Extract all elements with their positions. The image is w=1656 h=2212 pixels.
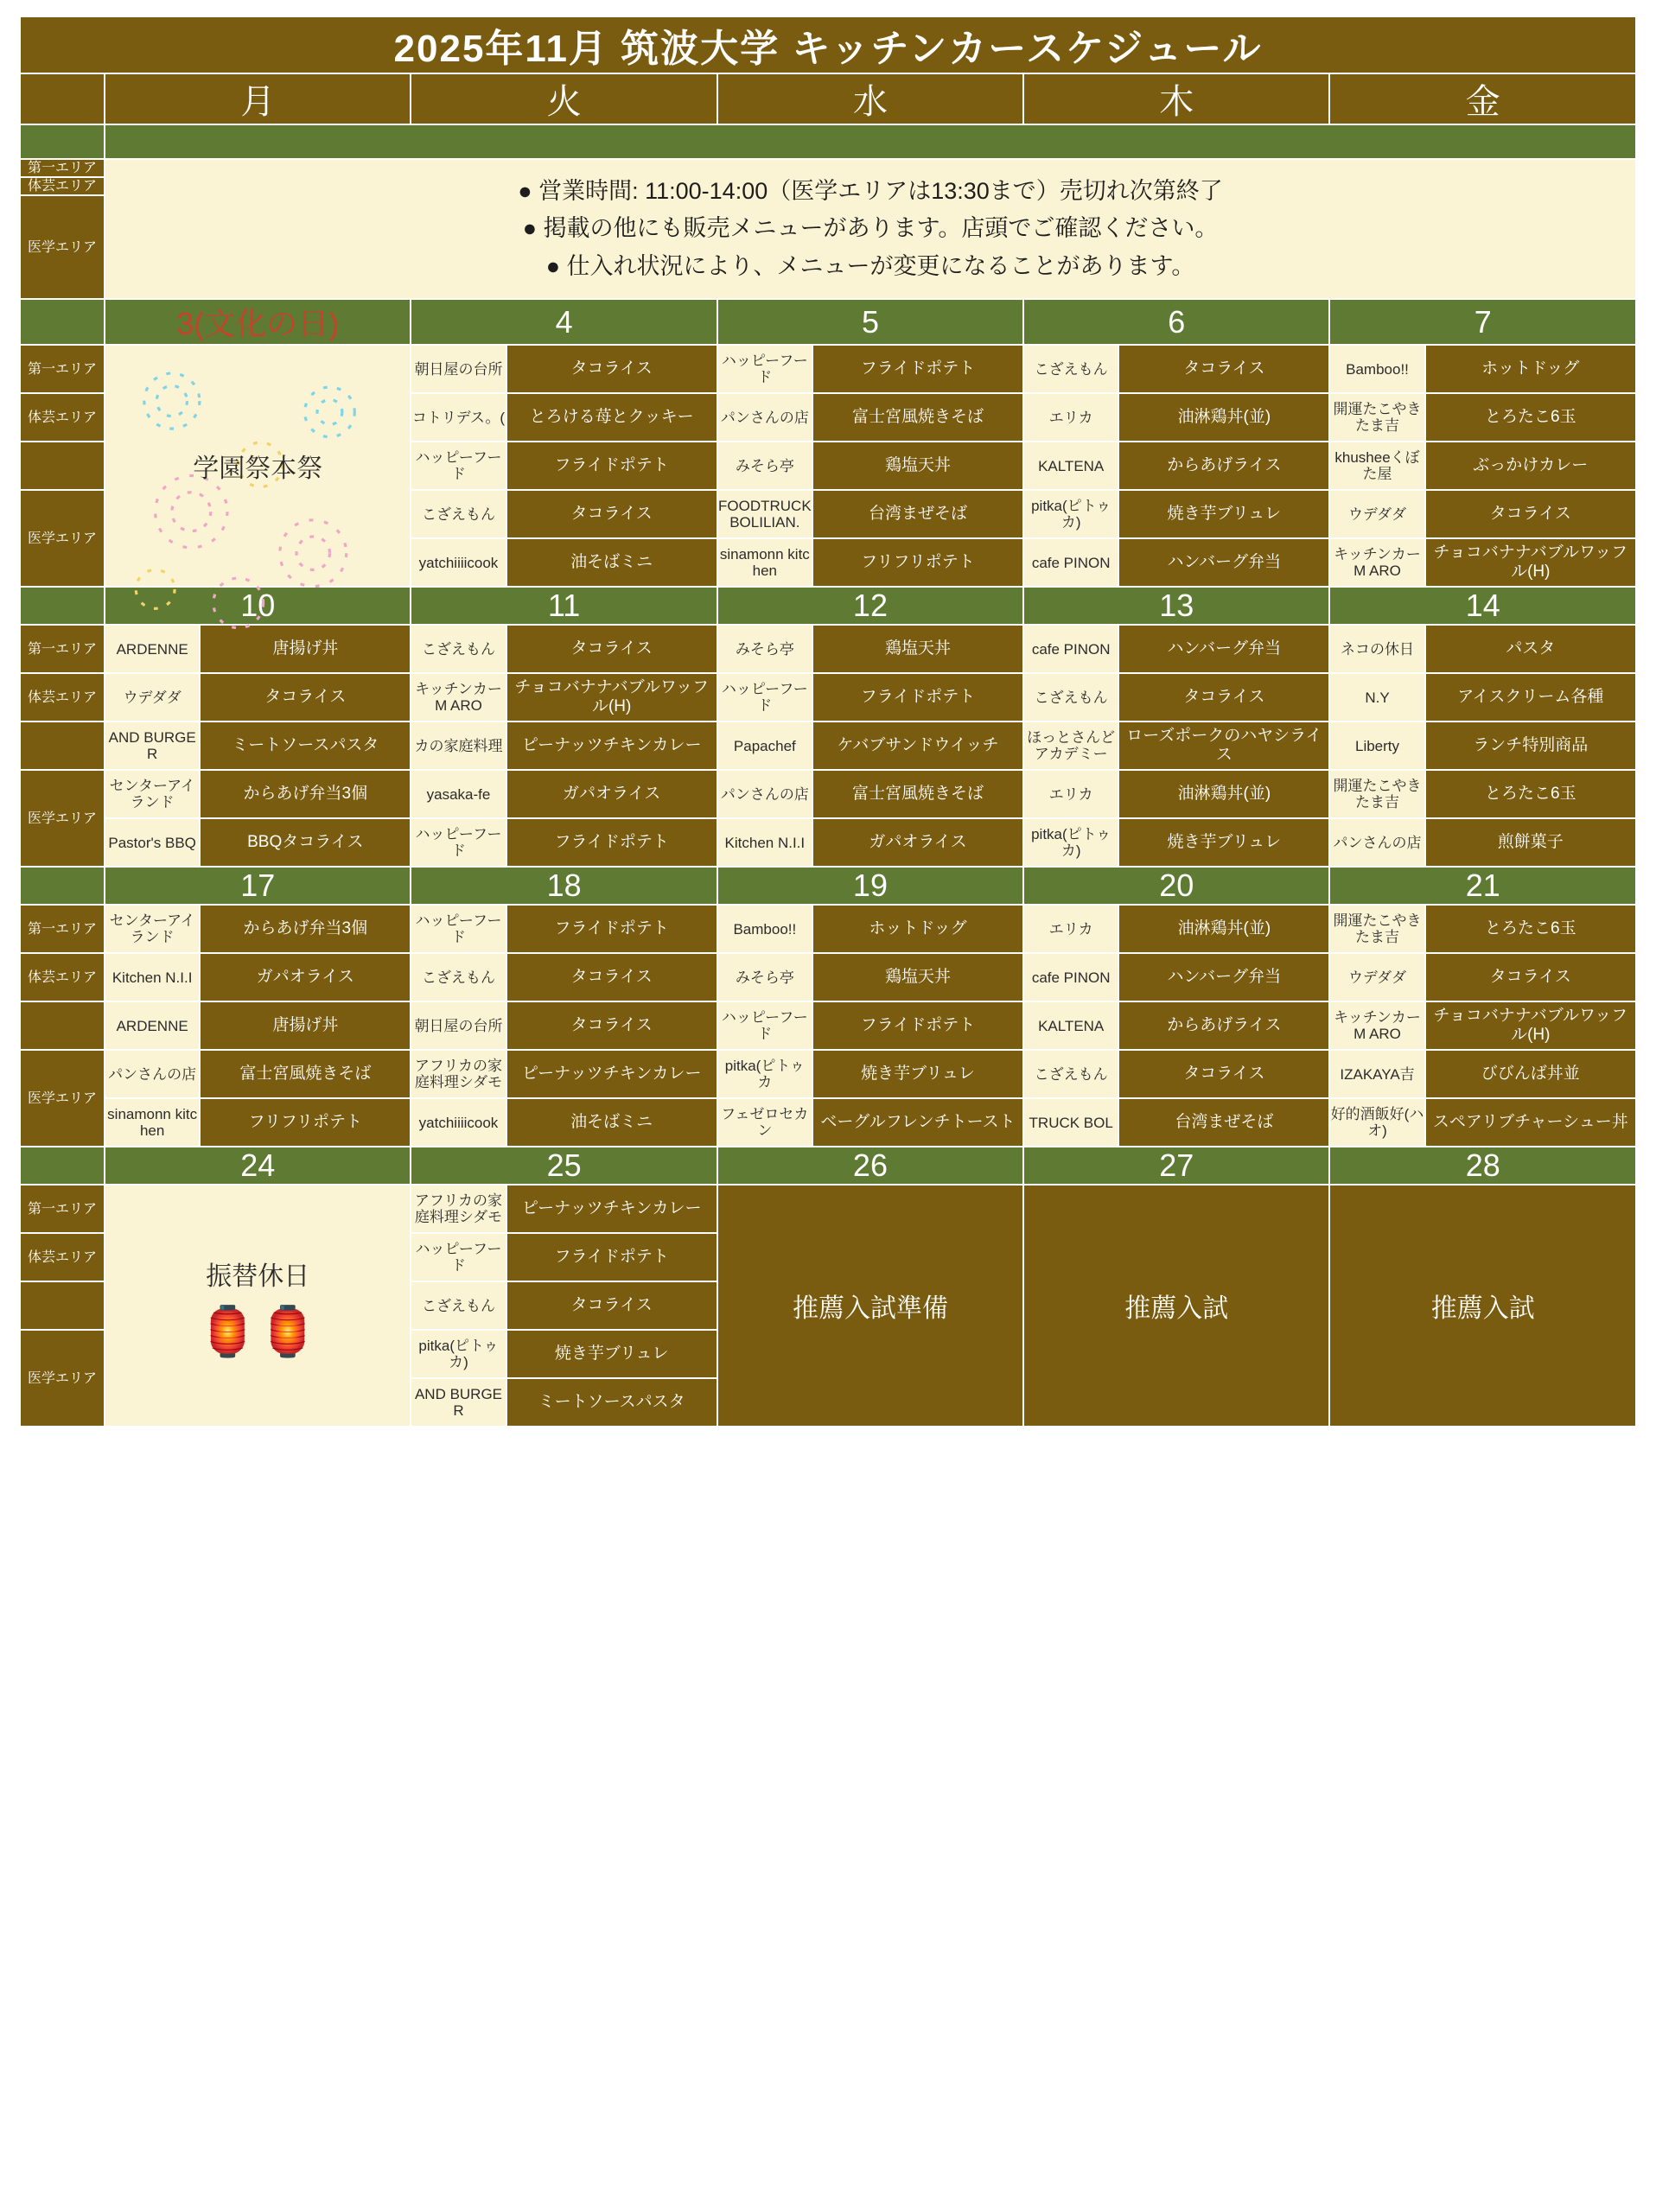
menu-cell: スペアリブチャーシュー丼: [1425, 1098, 1636, 1147]
shop-cell: pitka(ピトゥカ): [1023, 818, 1118, 867]
shop-cell: エリカ: [1023, 770, 1118, 818]
shop-cell: TRUCK BOL: [1023, 1098, 1118, 1147]
menu-cell: チョコバナナバブルワッフル(H): [1425, 538, 1636, 587]
menu-cell: 焼き芋ブリュレ: [1118, 490, 1329, 538]
menu-cell: ベーグルフレンチトースト: [812, 1098, 1023, 1147]
weekday-row: [20, 73, 1636, 124]
menu-cell: 煎餅菓子: [1425, 818, 1636, 867]
shop-cell: キッチンカー M ARO: [1329, 1001, 1424, 1050]
shop-cell: 朝日屋の台所: [411, 345, 506, 393]
shop-cell: Bamboo!!: [717, 905, 812, 953]
area-label-3: 医学エリア: [20, 490, 105, 587]
shop-cell: エリカ: [1023, 905, 1118, 953]
festival-label: 学園祭本祭: [193, 454, 323, 484]
date-24: 24: [105, 1147, 411, 1185]
week-4-date-row: [20, 1147, 1636, 1185]
week-3-row-5: [20, 1098, 1636, 1147]
shop-cell: フェゼロセカン: [717, 1098, 812, 1147]
menu-cell: フライドポテト: [506, 818, 717, 867]
menu-cell: 富士宮風焼きそば: [812, 393, 1023, 442]
shop-cell: ほっとさんどアカデミー: [1023, 721, 1118, 770]
area-label-1: 第一エリア: [20, 159, 105, 177]
menu-cell: タコライス: [1425, 953, 1636, 1001]
schedule-table: [19, 16, 1637, 1427]
shop-cell: パンさんの店: [1329, 818, 1424, 867]
menu-cell: タコライス: [506, 345, 717, 393]
shop-cell: AND BURGER: [105, 721, 200, 770]
area-label-3: 医学エリア: [20, 195, 105, 299]
menu-cell: 台湾まぜそば: [1118, 1098, 1329, 1147]
date-25: 25: [411, 1147, 717, 1185]
shop-cell: cafe PINON: [1023, 538, 1118, 587]
shop-cell: こざえもん: [411, 625, 506, 673]
date-12: 12: [717, 587, 1023, 625]
shop-cell: カの家庭料理: [411, 721, 506, 770]
shop-cell: こざえもん: [411, 1281, 506, 1330]
date-5: 5: [717, 299, 1023, 345]
shop-cell: ハッピーフード: [411, 818, 506, 867]
menu-cell: フライドポテト: [812, 345, 1023, 393]
menu-cell: 鶏塩天丼: [812, 442, 1023, 490]
date-14: 14: [1329, 587, 1636, 625]
shop-cell: 開運たこやきたま吉: [1329, 905, 1424, 953]
date-18: 18: [411, 867, 717, 905]
shop-cell: sinamonn kitchen: [105, 1098, 200, 1147]
shop-cell: pitka(ピトゥカ: [717, 1050, 812, 1098]
week-4-row-1: [20, 1185, 1636, 1233]
menu-cell: ガパオライス: [200, 953, 411, 1001]
week-1-row-1: [20, 345, 1636, 393]
shop-cell: ウデダダ: [1329, 953, 1424, 1001]
menu-cell: タコライス: [1118, 345, 1329, 393]
week-3-row-2: [20, 953, 1636, 1001]
shop-cell: こざえもん: [1023, 1050, 1118, 1098]
green-band-1: [20, 124, 1636, 159]
exam-cell-1: 推薦入試: [1023, 1185, 1329, 1427]
shop-cell: パンさんの店: [717, 770, 812, 818]
area-label-2: 体芸エリア: [20, 673, 105, 721]
menu-cell: アイスクリーム各種: [1425, 673, 1636, 721]
menu-cell: 唐揚げ丼: [200, 625, 411, 673]
menu-cell: タコライス: [506, 1281, 717, 1330]
notice-line-2: ● 掲載の他にも販売メニューがあります。店頭でご確認ください。: [522, 215, 1219, 242]
shop-cell: エリカ: [1023, 393, 1118, 442]
menu-cell: 鶏塩天丼: [812, 625, 1023, 673]
festival-cell: [105, 345, 411, 587]
date-3: 3(文化の日): [105, 299, 411, 345]
area-label-1: 第一エリア: [20, 625, 105, 673]
substitute-holiday-label: 振替休日: [206, 1262, 310, 1291]
menu-cell: 焼き芋ブリュレ: [1118, 818, 1329, 867]
weekday-mon: 月: [105, 73, 411, 124]
date-11: 11: [411, 587, 717, 625]
menu-cell: ハンバーグ弁当: [1118, 953, 1329, 1001]
week-2-date-row: [20, 587, 1636, 625]
shop-cell: アフリカの家庭料理シダモ: [411, 1050, 506, 1098]
weekday-thu: 木: [1023, 73, 1329, 124]
menu-cell: ピーナッツチキンカレー: [506, 1185, 717, 1233]
area-spacer: [20, 1281, 105, 1330]
shop-cell: FOODTRUCK BOLILIAN.: [717, 490, 812, 538]
shop-cell: Papachef: [717, 721, 812, 770]
menu-cell: からあげ弁当3個: [200, 770, 411, 818]
shop-cell: Bamboo!!: [1329, 345, 1424, 393]
notice-line-1: ● 営業時間: 11:00-14:00（医学エリアは13:30まで）売切れ次第終了: [518, 177, 1223, 204]
shop-cell: Kitchen N.I.I: [105, 953, 200, 1001]
shop-cell: ARDENNE: [105, 1001, 200, 1050]
shop-cell: yatchiiiicook: [411, 1098, 506, 1147]
menu-cell: フリフリポテト: [812, 538, 1023, 587]
menu-cell: ガパオライス: [506, 770, 717, 818]
menu-cell: 油そばミニ: [506, 1098, 717, 1147]
date-21: 21: [1329, 867, 1636, 905]
shop-cell: ARDENNE: [105, 625, 200, 673]
date-27: 27: [1023, 1147, 1329, 1185]
menu-cell: タコライス: [506, 625, 717, 673]
menu-cell: ケバブサンドウイッチ: [812, 721, 1023, 770]
shop-cell: AND BURGER: [411, 1378, 506, 1427]
menu-cell: ハンバーグ弁当: [1118, 538, 1329, 587]
week-2-row-5: [20, 818, 1636, 867]
menu-cell: ピーナッツチキンカレー: [506, 1050, 717, 1098]
menu-cell: ハンバーグ弁当: [1118, 625, 1329, 673]
area-spacer: [20, 721, 105, 770]
area-spacer: [20, 442, 105, 490]
menu-cell: 台湾まぜそば: [812, 490, 1023, 538]
shop-cell: IZAKAYA吉: [1329, 1050, 1424, 1098]
green-band-area: [20, 124, 105, 159]
menu-cell: タコライス: [1118, 1050, 1329, 1098]
date-17: 17: [105, 867, 411, 905]
area-label-3: 医学エリア: [20, 1330, 105, 1427]
weekday-tue: 火: [411, 73, 717, 124]
shop-cell: sinamonn kitchen: [717, 538, 812, 587]
shop-cell: KALTENA: [1023, 1001, 1118, 1050]
area-spacer: [20, 1001, 105, 1050]
menu-cell: タコライス: [506, 953, 717, 1001]
week-4-date-area: [20, 1147, 105, 1185]
shop-cell: ウデダダ: [1329, 490, 1424, 538]
shop-cell: ウデダダ: [105, 673, 200, 721]
notice-block: [105, 159, 1636, 299]
menu-cell: からあげ弁当3個: [200, 905, 411, 953]
menu-cell: タコライス: [506, 1001, 717, 1050]
menu-cell: タコライス: [1425, 490, 1636, 538]
menu-cell: からあげライス: [1118, 1001, 1329, 1050]
shop-cell: こざえもん: [411, 953, 506, 1001]
week-3-row-4: [20, 1050, 1636, 1098]
shop-cell: N.Y: [1329, 673, 1424, 721]
shop-cell: センターアイランド: [105, 770, 200, 818]
menu-cell: フライドポテト: [812, 673, 1023, 721]
menu-cell: 唐揚げ丼: [200, 1001, 411, 1050]
shop-cell: パンさんの店: [717, 393, 812, 442]
shop-cell: 開運たこやきたま吉: [1329, 770, 1424, 818]
menu-cell: パスタ: [1425, 625, 1636, 673]
menu-cell: BBQタコライス: [200, 818, 411, 867]
date-28: 28: [1329, 1147, 1636, 1185]
shop-cell: 好的酒飯好(ハオ): [1329, 1098, 1424, 1147]
shop-cell: パンさんの店: [105, 1050, 200, 1098]
menu-cell: フライドポテト: [506, 905, 717, 953]
corner-cell: [20, 73, 105, 124]
shop-cell: こざえもん: [411, 490, 506, 538]
menu-cell: 鶏塩天丼: [812, 953, 1023, 1001]
shop-cell: アフリカの家庭料理シダモ: [411, 1185, 506, 1233]
shop-cell: ハッピーフード: [411, 1233, 506, 1281]
menu-cell: ピーナッツチキンカレー: [506, 721, 717, 770]
menu-cell: とろたこ6玉: [1425, 770, 1636, 818]
menu-cell: タコライス: [506, 490, 717, 538]
menu-cell: からあげライス: [1118, 442, 1329, 490]
notice-row-1: [20, 159, 1636, 177]
shop-cell: yasaka-fe: [411, 770, 506, 818]
shop-cell: こざえもん: [1023, 673, 1118, 721]
week-3-date-row: [20, 867, 1636, 905]
week-1-date-area: [20, 299, 105, 345]
shop-cell: ハッピーフード: [717, 345, 812, 393]
date-19: 19: [717, 867, 1023, 905]
lantern-icon: 🏮🏮: [197, 1303, 318, 1358]
menu-cell: フリフリポテト: [200, 1098, 411, 1147]
menu-cell: ミートソースパスタ: [200, 721, 411, 770]
menu-cell: 油そばミニ: [506, 538, 717, 587]
area-label-3: 医学エリア: [20, 1050, 105, 1147]
area-label-2: 体芸エリア: [20, 177, 105, 195]
menu-cell: 富士宮風焼きそば: [812, 770, 1023, 818]
shop-cell: ハッピーフード: [411, 905, 506, 953]
menu-cell: とろたこ6玉: [1425, 393, 1636, 442]
menu-cell: タコライス: [200, 673, 411, 721]
date-20: 20: [1023, 867, 1329, 905]
menu-cell: ランチ特別商品: [1425, 721, 1636, 770]
menu-cell: ガパオライス: [812, 818, 1023, 867]
shop-cell: 朝日屋の台所: [411, 1001, 506, 1050]
menu-cell: とろたこ6玉: [1425, 905, 1636, 953]
shop-cell: ハッピーフード: [717, 1001, 812, 1050]
menu-cell: タコライス: [1118, 673, 1329, 721]
week-3-date-area: [20, 867, 105, 905]
area-label-2: 体芸エリア: [20, 393, 105, 442]
shop-cell: みそら亭: [717, 442, 812, 490]
week-1-date-row: [20, 299, 1636, 345]
menu-cell: 富士宮風焼きそば: [200, 1050, 411, 1098]
week-2-row-4: [20, 770, 1636, 818]
menu-cell: フライドポテト: [812, 1001, 1023, 1050]
menu-cell: フライドポテト: [506, 442, 717, 490]
area-label-3: 医学エリア: [20, 770, 105, 867]
green-band-body: [105, 124, 1636, 159]
menu-cell: ホットドッグ: [812, 905, 1023, 953]
area-label-2: 体芸エリア: [20, 953, 105, 1001]
shop-cell: センターアイランド: [105, 905, 200, 953]
menu-cell: フライドポテト: [506, 1233, 717, 1281]
shop-cell: yatchiiiicook: [411, 538, 506, 587]
menu-cell: チョコバナナバブルワッフル(H): [1425, 1001, 1636, 1050]
date-13: 13: [1023, 587, 1329, 625]
date-4: 4: [411, 299, 717, 345]
week-2-row-1: [20, 625, 1636, 673]
shop-cell: キッチンカー M ARO: [1329, 538, 1424, 587]
shop-cell: みそら亭: [717, 625, 812, 673]
menu-cell: びびんば丼並: [1425, 1050, 1636, 1098]
menu-cell: 油淋鶏丼(並): [1118, 770, 1329, 818]
menu-cell: 焼き芋ブリュレ: [812, 1050, 1023, 1098]
shop-cell: pitka(ピトゥカ): [1023, 490, 1118, 538]
menu-cell: ローズポークのハヤシライス: [1118, 721, 1329, 770]
area-label-1: 第一エリア: [20, 905, 105, 953]
shop-cell: ハッピーフード: [411, 442, 506, 490]
shop-cell: KALTENA: [1023, 442, 1118, 490]
menu-cell: ぶっかけカレー: [1425, 442, 1636, 490]
date-7: 7: [1329, 299, 1636, 345]
menu-cell: 油淋鶏丼(並): [1118, 905, 1329, 953]
week-3-row-1: [20, 905, 1636, 953]
date-26: 26: [717, 1147, 1023, 1185]
area-label-1: 第一エリア: [20, 345, 105, 393]
area-label-1: 第一エリア: [20, 1185, 105, 1233]
menu-cell: チョコバナナバブルワッフル(H): [506, 673, 717, 721]
shop-cell: Liberty: [1329, 721, 1424, 770]
exam-cell-2: 推薦入試: [1329, 1185, 1636, 1427]
shop-cell: みそら亭: [717, 953, 812, 1001]
shop-cell: 開運たこやきたま吉: [1329, 393, 1424, 442]
shop-cell: コトリデス。(: [411, 393, 506, 442]
menu-cell: 焼き芋ブリュレ: [506, 1330, 717, 1378]
menu-cell: とろける苺とクッキー: [506, 393, 717, 442]
date-6: 6: [1023, 299, 1329, 345]
menu-cell: ミートソースパスタ: [506, 1378, 717, 1427]
week-3-row-3: [20, 1001, 1636, 1050]
shop-cell: pitka(ピトゥカ): [411, 1330, 506, 1378]
page-title: 2025年11月 筑波大学 キッチンカースケジュール: [20, 16, 1636, 73]
shop-cell: Kitchen N.I.I: [717, 818, 812, 867]
area-label-2: 体芸エリア: [20, 1233, 105, 1281]
shop-cell: キッチンカー M ARO: [411, 673, 506, 721]
date-10: 10: [105, 587, 411, 625]
week-2-row-3: [20, 721, 1636, 770]
notice-line-3: ● 仕入れ状況により、メニューが変更になることがあります。: [545, 253, 1195, 280]
shop-cell: cafe PINON: [1023, 953, 1118, 1001]
shop-cell: khusheeくぼた屋: [1329, 442, 1424, 490]
shop-cell: Pastor's BBQ: [105, 818, 200, 867]
menu-cell: 油淋鶏丼(並): [1118, 393, 1329, 442]
shop-cell: ネコの休日: [1329, 625, 1424, 673]
menu-cell: ホットドッグ: [1425, 345, 1636, 393]
week-2-row-2: [20, 673, 1636, 721]
weekday-fri: 金: [1329, 73, 1636, 124]
shop-cell: cafe PINON: [1023, 625, 1118, 673]
exam-prep-cell: 推薦入試準備: [717, 1185, 1023, 1427]
week-2-date-area: [20, 587, 105, 625]
shop-cell: こざえもん: [1023, 345, 1118, 393]
substitute-holiday-cell: [105, 1185, 411, 1427]
weekday-wed: 水: [717, 73, 1023, 124]
shop-cell: ハッピーフード: [717, 673, 812, 721]
